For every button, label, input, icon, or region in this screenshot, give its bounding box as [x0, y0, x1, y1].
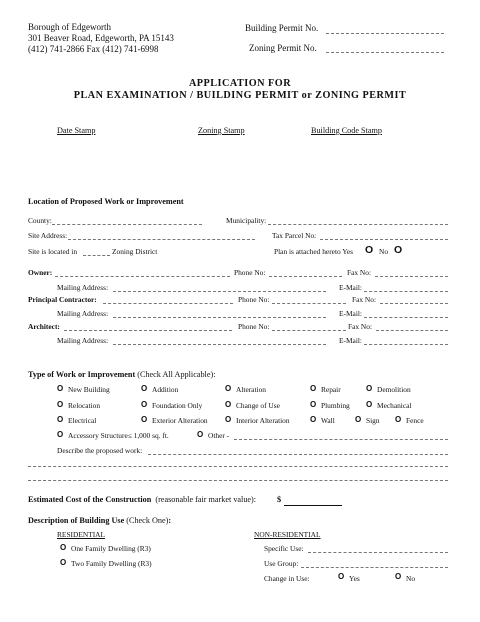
building-permit-label: Building Permit No.: [245, 23, 319, 33]
architect-email-field[interactable]: [364, 344, 448, 345]
one-family-radio[interactable]: O: [60, 543, 67, 552]
municipality-label: Municipality:: [226, 216, 267, 225]
fence-label: Fence: [406, 416, 424, 425]
change-of-use-label: Change of Use: [236, 401, 280, 410]
county-label: County:: [28, 216, 52, 225]
relocation-radio[interactable]: O: [57, 400, 64, 409]
owner-email-label: E-Mail:: [339, 283, 362, 292]
location-heading: Location of Proposed Work or Improvement: [28, 197, 184, 206]
relocation-label: Relocation: [68, 401, 101, 410]
building-permit-field[interactable]: [326, 33, 444, 34]
new-building-radio[interactable]: O: [57, 384, 64, 393]
use-heading-row: [28, 517, 171, 525]
architect-phone-label: Phone No:: [238, 322, 270, 331]
architect-fax-label: Fax No:: [348, 322, 373, 331]
county-field[interactable]: [52, 224, 202, 225]
owner-fax-label: Fax No:: [347, 268, 372, 277]
municipality-field[interactable]: [268, 224, 448, 225]
contractor-phone-label: Phone No:: [238, 295, 270, 304]
architect-phone-field[interactable]: [272, 330, 346, 331]
change-in-use-no-radio[interactable]: O: [395, 572, 402, 581]
architect-field[interactable]: [64, 330, 232, 331]
org-address: 301 Beaver Road, Edgeworth, PA 15143: [28, 33, 174, 43]
addition-label: Addition: [152, 385, 179, 394]
electrical-radio[interactable]: O: [57, 415, 64, 424]
change-in-use-label: Change in Use:: [264, 574, 310, 583]
org-name: Borough of Edgeworth: [28, 22, 111, 32]
architect-fax-field[interactable]: [376, 330, 448, 331]
zoning-stamp-label: Zoning Stamp: [198, 126, 245, 135]
use-group-label: Use Group:: [264, 559, 299, 568]
cost-hint: (reasonable fair market value):: [155, 495, 257, 504]
cost-dollar-sign: $: [277, 495, 282, 504]
plan-attached-no-radio[interactable]: O: [394, 244, 403, 256]
interior-alteration-radio[interactable]: O: [225, 415, 232, 424]
owner-email-field[interactable]: [364, 291, 448, 292]
work-type-heading: [28, 371, 215, 379]
zoning-district-prefix: Site is located in: [28, 247, 78, 256]
contractor-label: Principal Contractor:: [28, 295, 97, 304]
describe-work-line-2[interactable]: [28, 466, 448, 467]
alteration-label: Alteration: [236, 385, 266, 394]
site-address-label: Site Address:: [28, 231, 68, 240]
architect-mailing-field[interactable]: [113, 344, 326, 345]
org-phone-fax: (412) 741-2866 Fax (412) 741-6998: [28, 44, 159, 54]
repair-label: Repair: [321, 385, 341, 394]
contractor-fax-label: Fax No:: [352, 295, 377, 304]
zoning-permit-label: Zoning Permit No.: [249, 43, 317, 53]
describe-work-field[interactable]: [148, 454, 448, 455]
contractor-mailing-label: Mailing Address:: [57, 309, 109, 318]
work-type-heading-bold: Type of Work or Improvement: [28, 370, 136, 379]
exterior-alteration-label: Exterior Alteration: [152, 416, 208, 425]
foundation-only-label: Foundation Only: [152, 401, 203, 410]
non-residential-heading: NON-RESIDENTIAL: [254, 530, 321, 539]
owner-fax-field[interactable]: [375, 276, 448, 277]
other-field[interactable]: [234, 439, 448, 440]
accessory-structure-radio[interactable]: O: [57, 430, 64, 439]
use-heading: Description of Building Use: [28, 516, 125, 525]
other-radio[interactable]: O: [197, 430, 204, 439]
alteration-radio[interactable]: O: [225, 384, 232, 393]
tax-parcel-field[interactable]: [320, 239, 448, 240]
electrical-label: Electrical: [68, 416, 97, 425]
change-in-use-yes-radio[interactable]: O: [338, 572, 345, 581]
specific-use-label: Specific Use:: [264, 544, 304, 553]
contractor-email-label: E-Mail:: [339, 309, 362, 318]
repair-radio[interactable]: O: [310, 384, 317, 393]
plan-attached-label: Plan is attached hereto Yes: [274, 247, 354, 256]
architect-mailing-label: Mailing Address:: [57, 336, 109, 345]
two-family-label: Two Family Dwelling (R3): [71, 559, 152, 568]
site-address-field[interactable]: [68, 239, 255, 240]
cost-field[interactable]: [284, 505, 342, 506]
fence-radio[interactable]: O: [395, 415, 402, 424]
residential-heading: RESIDENTIAL: [57, 530, 106, 539]
cost-label: Estimated Cost of the Construction: [28, 495, 152, 504]
mechanical-label: Mechanical: [377, 401, 412, 410]
building-code-stamp-label: Building Code Stamp: [311, 126, 382, 135]
change-of-use-radio[interactable]: O: [225, 400, 232, 409]
plumbing-label: Plumbing: [321, 401, 350, 410]
two-family-radio[interactable]: O: [60, 558, 67, 567]
sign-radio[interactable]: O: [355, 415, 362, 424]
new-building-label: New Building: [68, 385, 110, 394]
mechanical-radio[interactable]: O: [366, 400, 373, 409]
owner-mailing-field[interactable]: [113, 291, 326, 292]
use-group-field[interactable]: [301, 567, 448, 568]
accessory-structure-label: Accessory Structure≤ 1,000 sq. ft.: [68, 431, 169, 440]
demolition-radio[interactable]: O: [366, 384, 373, 393]
owner-field[interactable]: [55, 276, 230, 277]
zoning-district-suffix: Zoning District: [112, 247, 158, 256]
architect-label: Architect:: [28, 322, 60, 331]
wall-label: Wall: [321, 416, 335, 425]
owner-label: Owner:: [28, 268, 53, 277]
tax-parcel-label: Tax Parcel No:: [272, 231, 317, 240]
specific-use-field[interactable]: [308, 552, 448, 553]
interior-alteration-label: Interior Alteration: [236, 416, 290, 425]
sign-label: Sign: [366, 416, 380, 425]
contractor-field[interactable]: [103, 303, 233, 304]
plan-attached-yes-radio[interactable]: O: [365, 244, 374, 256]
exterior-alteration-radio[interactable]: O: [141, 415, 148, 424]
contractor-phone-field[interactable]: [272, 303, 346, 304]
cost-row: [28, 496, 256, 504]
other-label: Other -: [208, 431, 230, 440]
contractor-mailing-field[interactable]: [113, 317, 326, 318]
work-type-hint: (Check All Applicable):: [137, 370, 216, 379]
architect-email-label: E-Mail:: [339, 336, 362, 345]
zoning-permit-field[interactable]: [326, 52, 444, 53]
plumbing-radio[interactable]: O: [310, 400, 317, 409]
owner-mailing-label: Mailing Address:: [57, 283, 109, 292]
demolition-label: Demolition: [377, 385, 411, 394]
form-title-line2: PLAN EXAMINATION / BUILDING PERMIT or ZONING PERMIT: [73, 90, 407, 101]
zoning-district-field[interactable]: [83, 255, 110, 256]
foundation-only-radio[interactable]: O: [141, 400, 148, 409]
contractor-email-field[interactable]: [364, 317, 448, 318]
use-hint: (Check One): [126, 516, 169, 525]
change-in-use-yes-label: Yes: [349, 574, 360, 583]
owner-phone-label: Phone No:: [234, 268, 266, 277]
form-title-line1: APPLICATION FOR: [188, 78, 292, 89]
owner-phone-field[interactable]: [269, 276, 342, 277]
describe-work-line-3[interactable]: [28, 480, 448, 481]
describe-work-label: Describe the proposed work:: [57, 446, 143, 455]
contractor-fax-field[interactable]: [380, 303, 448, 304]
plan-attached-no-label: No: [379, 247, 389, 256]
one-family-label: One Family Dwelling (R3): [71, 544, 151, 553]
addition-radio[interactable]: O: [141, 384, 148, 393]
date-stamp-label: Date Stamp: [57, 126, 96, 135]
change-in-use-no-label: No: [406, 574, 416, 583]
use-colon: :: [168, 516, 172, 525]
wall-radio[interactable]: O: [310, 415, 317, 424]
